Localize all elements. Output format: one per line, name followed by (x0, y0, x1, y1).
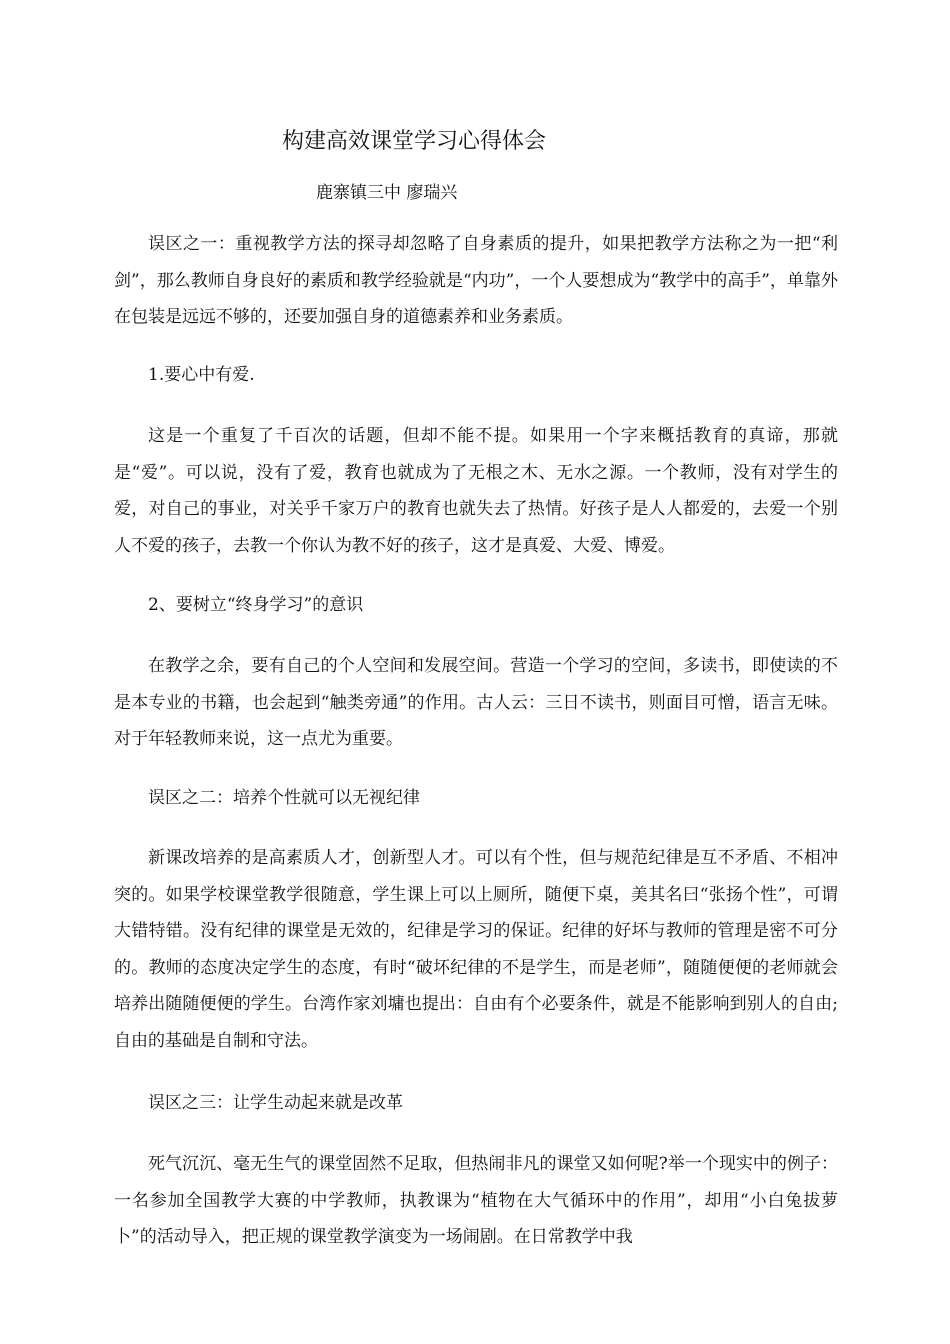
paragraph-discipline: 新课改培养的是高素质人才，创新型人才。可以有个性，但与规范纪律是互不矛盾、不相冲突的。如果学校课堂教学很随意，学生课上可以上厕所，随便下桌，美其名曰“张扬个性”，可谓大错特错。没有纪律的课堂是无效的，纪律是学习的保证。纪律的好坏与教师的管理是密不可分的。教师的态度决定学生的态度，有时“破坏纪律的不是学生，而是老师”，随随便便的老师就会培养出随随便便的学生。台湾作家刘墉也提出：自由有个必要条件，就是不能影响到别人的自由;自由的基础是自制和守法。 (114, 848, 838, 1051)
heading-misconception-3: 误区之三：让学生动起来就是改革 (148, 1093, 403, 1113)
paragraph-misconception-1: 误区之一：重视教学方法的探寻却忽略了自身素质的提升，如果把教学方法称之为一把“利剑”，那么教师自身良好的素质和教学经验就是“内功”，一个人要想成为“教学中的高手”，单靠外在包装是远远不够的，还要加强自身的道德素养和业务素质。 (114, 234, 838, 328)
heading-love: 1.要心中有爱. (148, 365, 255, 385)
paragraph-love: 这是一个重复了千百次的话题，但却不能不提。如果用一个字来概括教育的真谛，那就是“爱”。可以说，没有了爱，教育也就成为了无根之木、无水之源。一个教师，没有对学生的爱，对自己的事业，对关乎千家万户的教育也就失去了热情。好孩子是人人都爱的，去爱一个别人不爱的孩子，去教一个你认为教不好的孩子，这才是真爱、大爱、博爱。 (114, 426, 838, 556)
document-title: 构建高效课堂学习心得体会 (282, 129, 547, 154)
paragraph-lifelong-learning: 在教学之余，要有自己的个人空间和发展空间。营造一个学习的空间，多读书，即使读的不是本专业的书籍，也会起到“触类旁通”的作用。古人云：三日不读书，则面目可憎，语言无味。对于年轻教师来说，这一点尤为重要。 (114, 656, 838, 750)
document-author: 鹿寨镇三中 廖瑞兴 (316, 183, 458, 203)
paragraph-active-students: 死气沉沉、毫无生气的课堂固然不足取，但热闹非凡的课堂又如何呢?举一个现实中的例子：一名参加全国教学大赛的中学教师，执教课为“植物在大气循环中的作用”，却用“小白兔拔萝卜”的活动导入，把正规的课堂教学演变为一场闹剧。在日常教学中我 (114, 1154, 838, 1248)
heading-lifelong-learning: 2、要树立“终身学习”的意识 (148, 595, 364, 615)
heading-misconception-2: 误区之二：培养个性就可以无视纪律 (148, 788, 420, 808)
